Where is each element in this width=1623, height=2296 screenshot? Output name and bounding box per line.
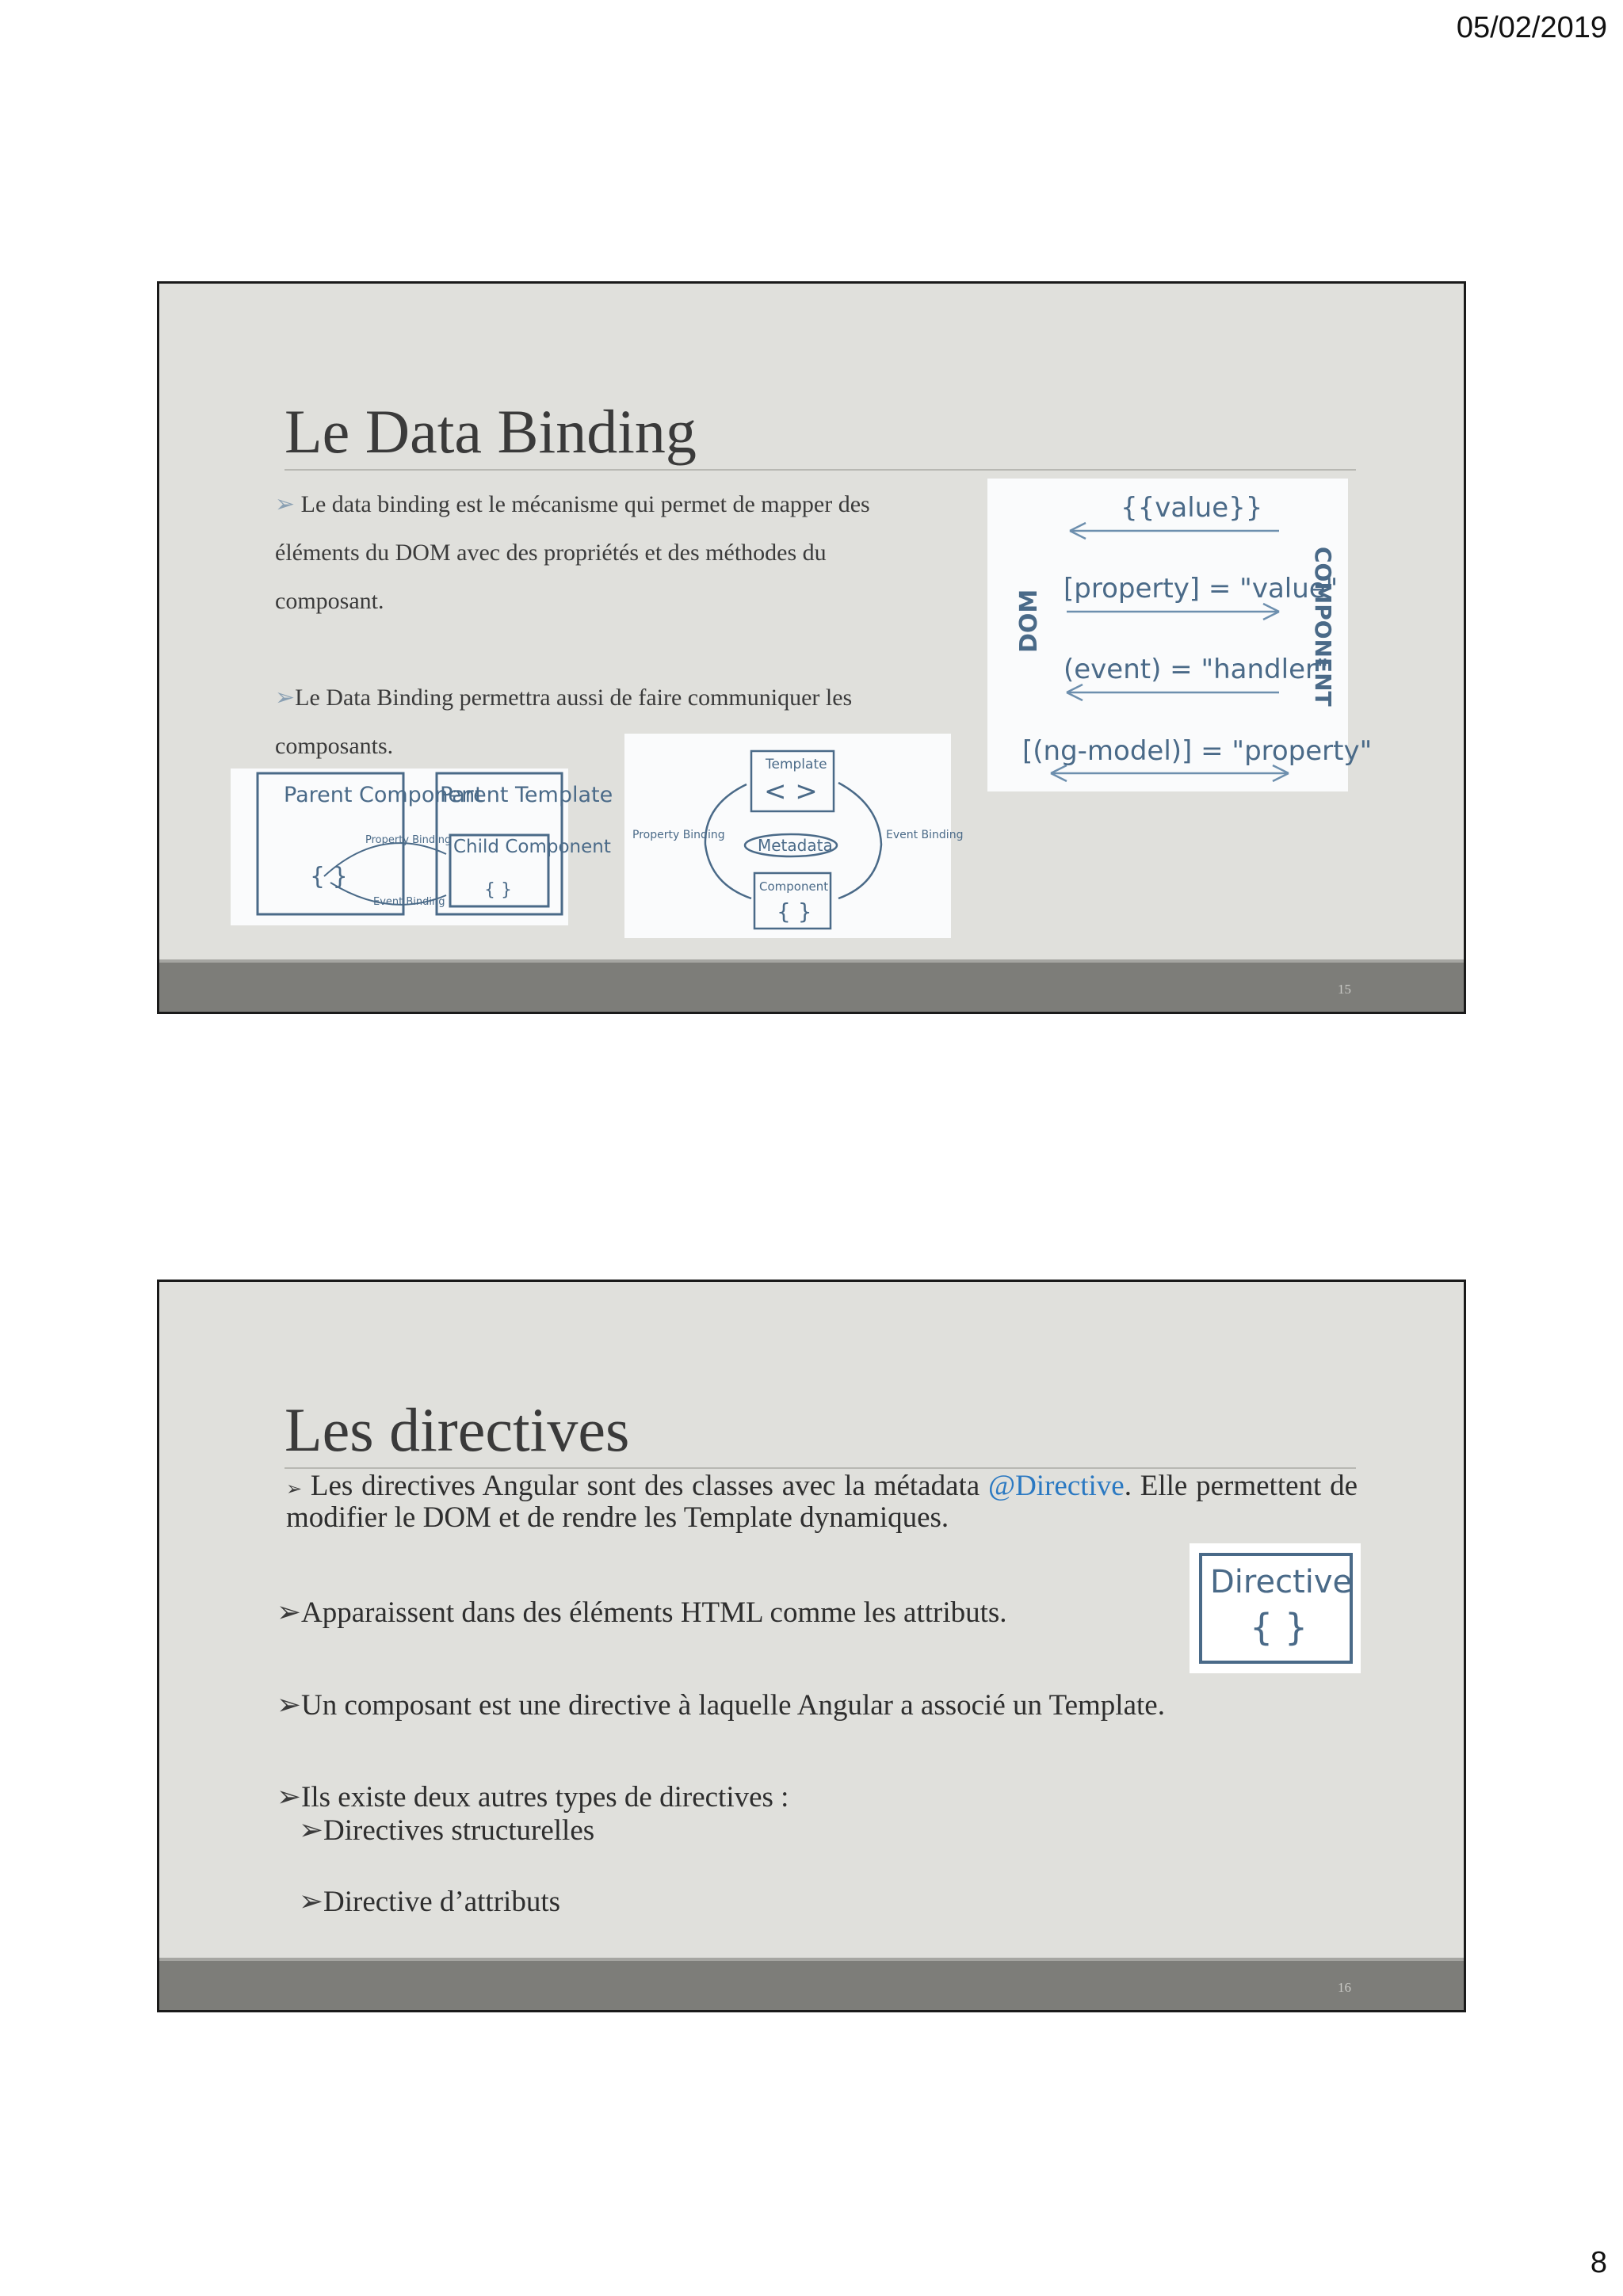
event-binding-label: Event Binding bbox=[373, 896, 445, 908]
property-binding-label: Property Binding bbox=[365, 834, 452, 846]
paragraph-1: ➢ Le data binding est le mécanisme qui permet de mapper des éléments du DOM avec des propriétés et des méthodes du composant. bbox=[275, 491, 870, 614]
footer-bar bbox=[159, 963, 1464, 1012]
component-label: COMPONENT bbox=[1310, 547, 1336, 707]
directive-paragraph-2: ➢Apparaissent dans des éléments HTML comme les attributs. bbox=[277, 1596, 1007, 1629]
dom-component-diagram bbox=[987, 479, 1373, 791]
bullet-icon: ➢ bbox=[277, 1689, 302, 1722]
directive-subitem-1: ➢Directives structurelles bbox=[299, 1814, 595, 1847]
footer-bar bbox=[159, 1961, 1464, 2010]
parent-template-label: Parent Template bbox=[440, 783, 613, 807]
spacer bbox=[275, 625, 941, 673]
paragraph-2: ➢Le Data Binding permettra aussi de faire communiquer les composants. bbox=[275, 685, 853, 759]
bullet-icon: ➢ bbox=[277, 1781, 302, 1814]
bullet-icon: ➢ bbox=[275, 685, 296, 711]
directive-paragraph-4: ➢Ils existe deux autres types de directives : bbox=[277, 1781, 789, 1814]
event-binding-label: Event Binding bbox=[886, 829, 964, 841]
bullet-icon: ➢ bbox=[277, 1596, 302, 1629]
directive-subitem-2: ➢Directive d’attributs bbox=[299, 1886, 560, 1918]
slide-title: Les directives bbox=[285, 1395, 630, 1464]
child-component-label: Child Component bbox=[453, 837, 611, 857]
braces-symbol: { } bbox=[310, 863, 348, 891]
directive-braces: { } bbox=[1250, 1606, 1308, 1649]
directive-paragraph-1: ➢ Les directives Angular sont des classes avec la métadata @Directive. Elle permettent de modifier le DOM et de rendre les Template dynamiques. bbox=[286, 1470, 1358, 1534]
directive-box-picture bbox=[1190, 1543, 1361, 1673]
page-number: 8 bbox=[1590, 2246, 1607, 2279]
parent-child-diagram bbox=[231, 769, 613, 925]
slide-data-binding bbox=[157, 281, 1466, 1014]
bullet-icon: ➢ bbox=[299, 1814, 324, 1847]
angular-cycle-diagram bbox=[624, 734, 964, 938]
slide-number: 15 bbox=[1338, 982, 1351, 997]
directive-paragraph-3: ➢Un composant est une directive à laquelle Angular a associé un Template. bbox=[277, 1689, 1165, 1722]
property-binding-label: Property Binding bbox=[632, 829, 725, 841]
event-binding-text: (event) = "handler" bbox=[1064, 654, 1329, 685]
slide-number: 16 bbox=[1338, 1980, 1351, 1995]
parent-component-label: Parent Component bbox=[284, 783, 483, 807]
directive-label: Directive bbox=[1210, 1564, 1353, 1600]
bullet-icon: ➢ bbox=[275, 491, 296, 517]
bullet-icon: ➢ bbox=[299, 1886, 324, 1918]
ngmodel-binding-text: [(ng-model)] = "property" bbox=[1022, 735, 1373, 767]
property-binding-text: [property] = "value" bbox=[1064, 573, 1338, 605]
template-label: Template bbox=[766, 757, 827, 772]
metadata-label: Metadata bbox=[758, 836, 833, 855]
template-symbol: < > bbox=[764, 776, 818, 807]
component-symbol: { } bbox=[777, 898, 812, 925]
bullet-icon: ➢ bbox=[286, 1479, 303, 1500]
component-label: Component bbox=[759, 879, 829, 894]
page-date: 05/02/2019 bbox=[1456, 11, 1607, 44]
dom-label: DOM bbox=[1015, 589, 1043, 653]
title-rule bbox=[285, 469, 1356, 471]
slide-title: Le Data Binding bbox=[285, 397, 697, 466]
title-rule bbox=[285, 1467, 1356, 1469]
child-braces-symbol: { } bbox=[484, 880, 512, 900]
slide-directives bbox=[157, 1280, 1466, 2012]
interpolation-text: {{value}} bbox=[1121, 492, 1263, 524]
directive-link[interactable]: @Directive bbox=[988, 1470, 1125, 1502]
slide-body bbox=[275, 480, 941, 770]
